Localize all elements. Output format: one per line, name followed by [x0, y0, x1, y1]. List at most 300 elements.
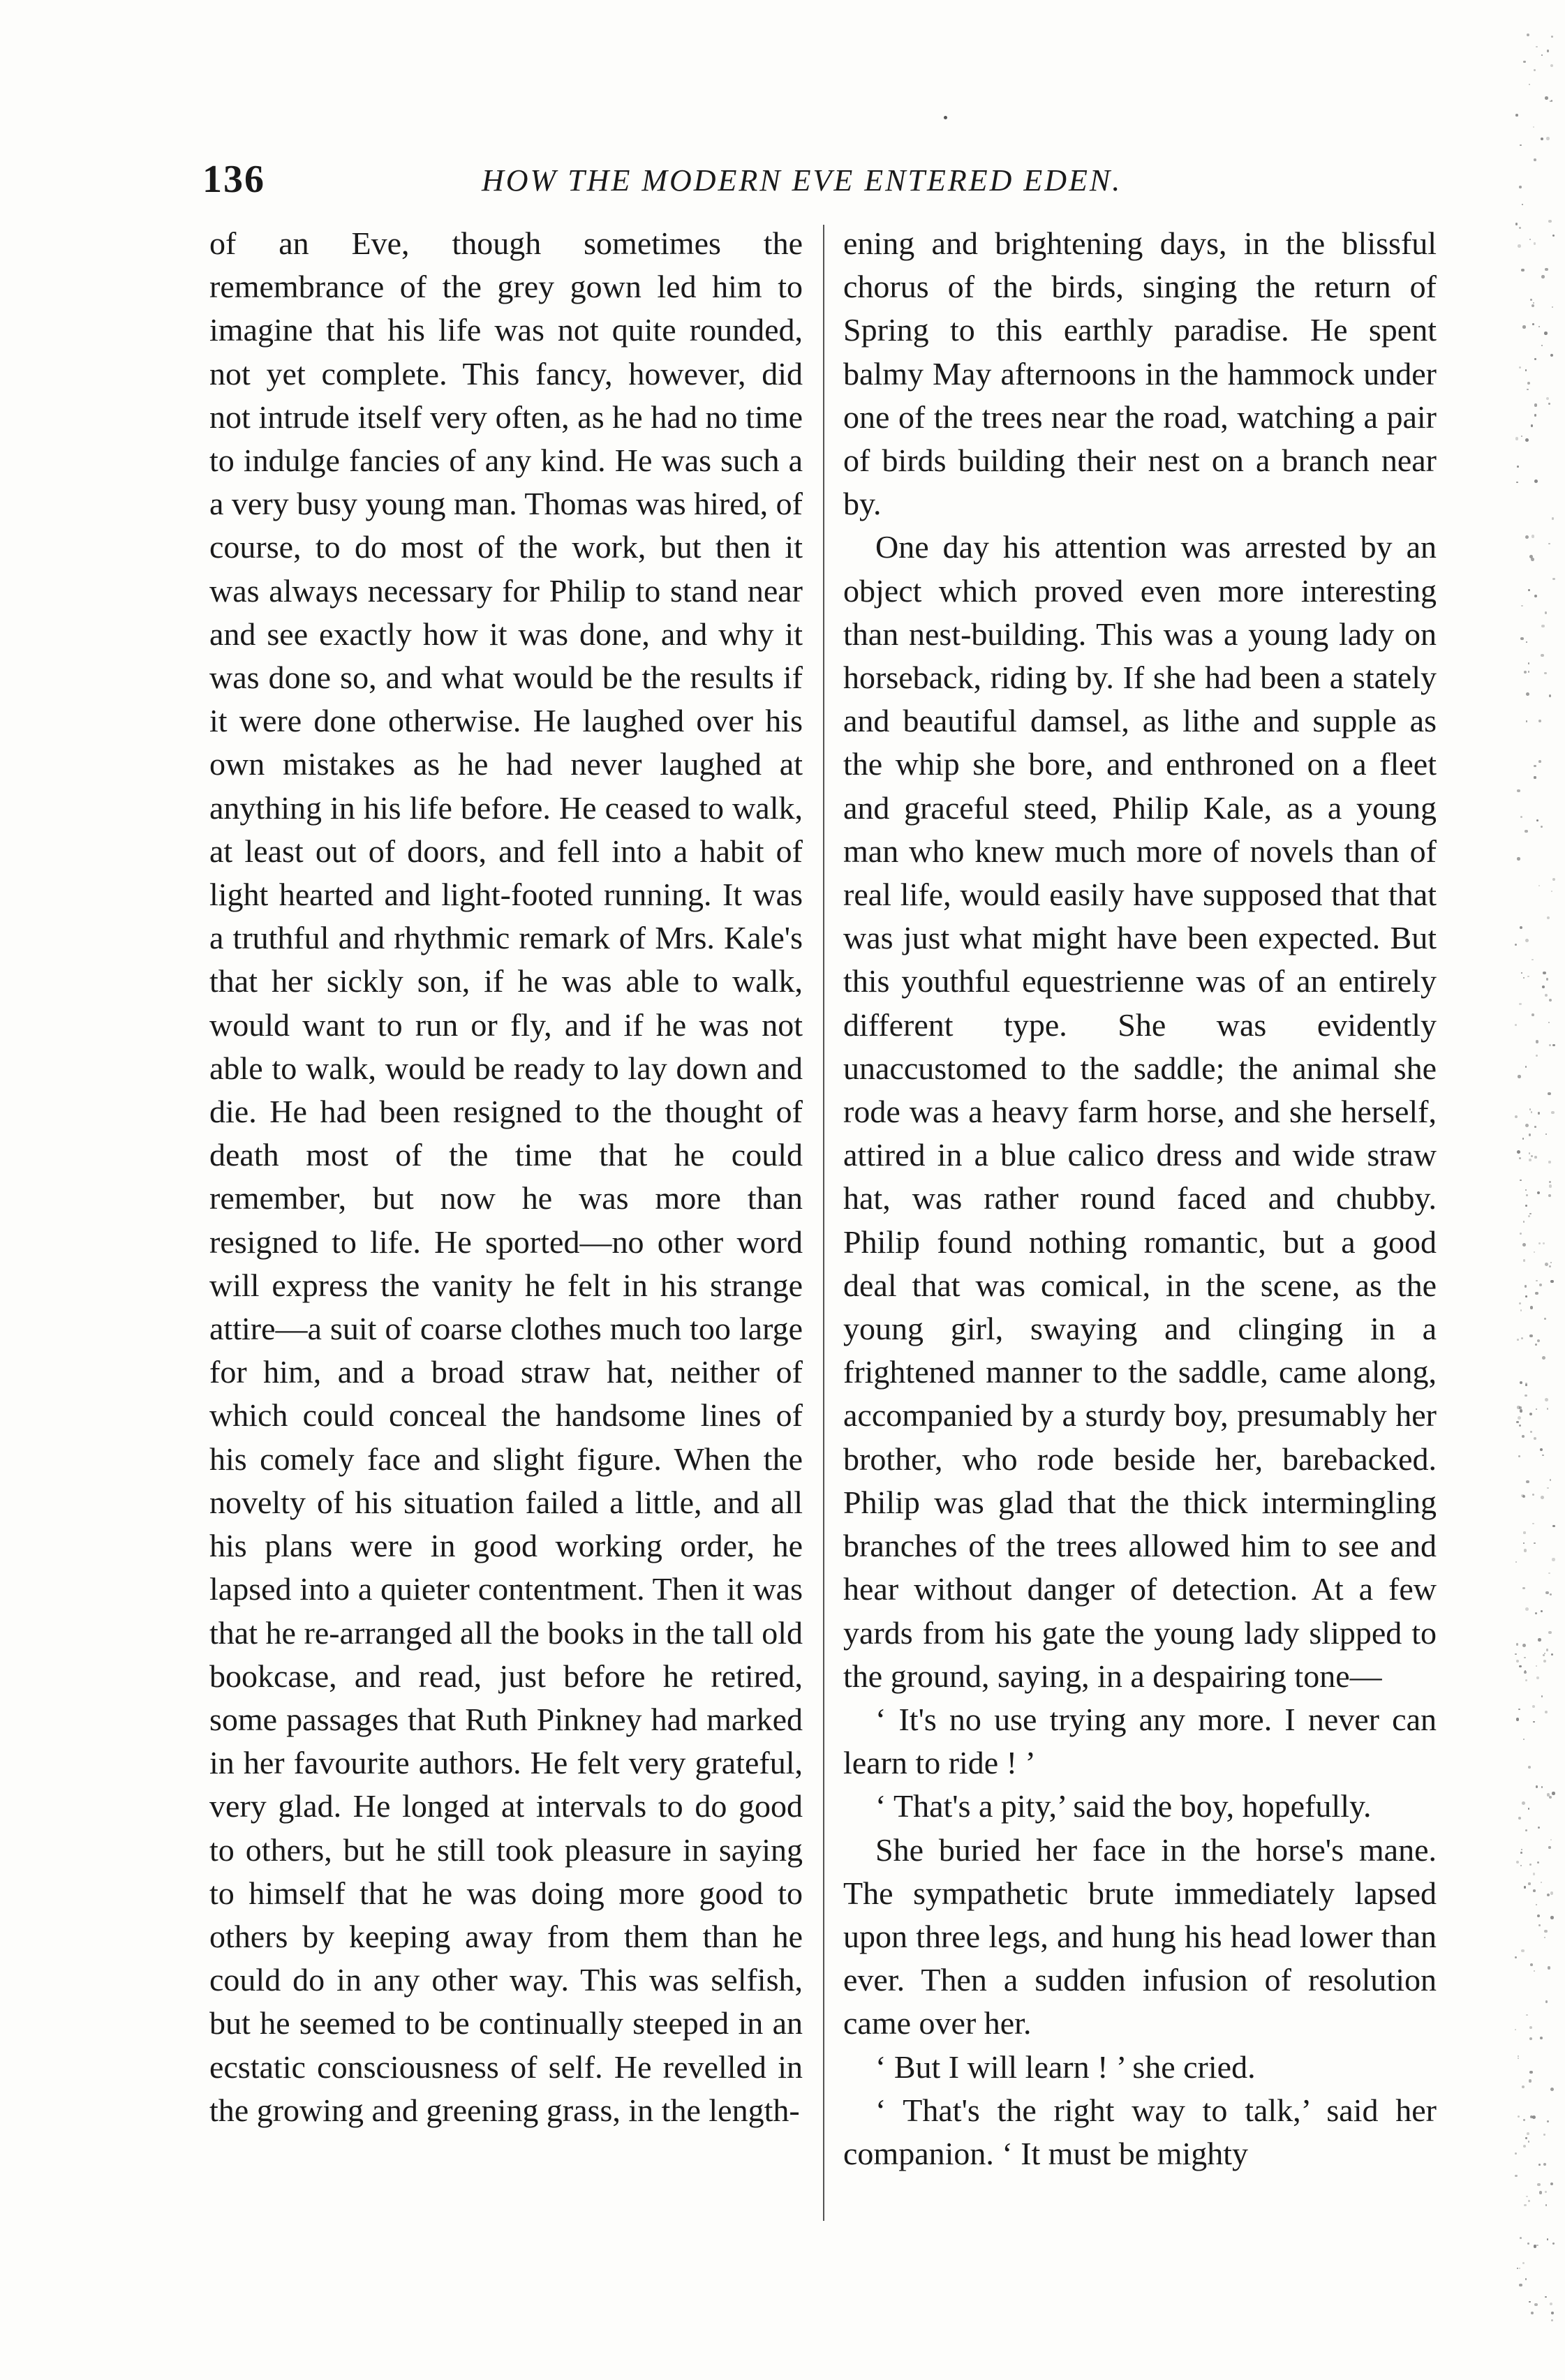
edge-speck: [1518, 1075, 1520, 1078]
paragraph: She buried her face in the horse's mane. The sympathetic brute immediately lapsed upon three legs, and hung his head lower than ever. Then a sudden infusion of resolution came over her.: [843, 1831, 1437, 2041]
edge-speck: [1530, 1306, 1533, 1309]
edge-speck: [1516, 1861, 1519, 1864]
edge-speck: [1548, 1022, 1550, 1023]
edge-speck: [1538, 326, 1540, 327]
edge-speck: [1534, 765, 1536, 767]
edge-speck: [1535, 1612, 1537, 1614]
edge-speck: [1519, 1302, 1521, 1304]
edge-speck: [1552, 878, 1555, 881]
edge-speck: [1525, 535, 1529, 539]
edge-speck: [1518, 2115, 1520, 2118]
edge-speck: [1543, 1660, 1546, 1663]
edge-speck: [1550, 1479, 1551, 1480]
edge-speck: [1545, 96, 1548, 100]
edge-speck: [1537, 1191, 1540, 1194]
edge-speck: [1523, 61, 1526, 64]
edge-speck: [1549, 999, 1552, 1002]
edge-speck: [1522, 1801, 1525, 1805]
edge-speck: [1536, 1055, 1538, 1057]
edge-speck: [1525, 939, 1529, 942]
edge-speck: [1541, 137, 1543, 140]
edge-speck: [1526, 720, 1527, 722]
edge-speck: [1523, 1531, 1525, 1533]
edge-speck: [1532, 1494, 1535, 1496]
edge-speck: [1517, 1339, 1519, 1341]
edge-speck: [1522, 1435, 1525, 1438]
edge-speck: [1549, 694, 1551, 697]
edge-speck: [1521, 1337, 1523, 1339]
edge-speck: [1529, 1413, 1532, 1415]
edge-speck: [1521, 1494, 1524, 1497]
edge-speck: [1547, 2238, 1548, 2240]
edge-speck: [1549, 1044, 1551, 1046]
edge-speck: [1525, 1384, 1527, 1386]
paragraph: One day his attention was arrested by an object which proved even more interesting than nest-building. This was a young lady on horseback, riding by. If she had been a stately and beautiful damsel, as lithe and supple as the whip she bore, and enthroned on a fleet and graceful steed, Philip Kale, as a young man who knew much more of novels than of real life, would easily have supposed that that was just what might have been expected. But this youthful equestrienne was of an entirely different type. She was evidently unaccustomed to the saddle; the animal she rode was a heavy farm horse, and she herself, attired in a blue calico dress and wide straw hat, was rather round faced and chubby. Philip found nothing romantic, but a good deal that was comical, in the scene, as the young girl, swaying and clinging in a frightened manner to the saddle, came along, accompanied by a sturdy boy, presumably her brother, who rode beside her, barebacked. Philip was glad that the thick intermingling branches of the trees allowed him to see and hear without danger of detection. At a few yards from his gate the young lady slipped to the ground, saying, in a despairing tone—: [843, 529, 1437, 1694]
edge-speck: [1528, 1808, 1529, 1809]
edge-speck: [1548, 220, 1552, 223]
edge-speck: [1538, 2164, 1541, 2166]
edge-speck: [1545, 268, 1548, 272]
edge-speck: [1519, 1425, 1521, 1427]
edge-speck: [1536, 1408, 1537, 1410]
edge-speck: [1524, 1549, 1527, 1552]
edge-speck: [1531, 1155, 1533, 1157]
edge-speck: [1523, 2119, 1525, 2120]
edge-speck: [1534, 358, 1536, 360]
edge-speck: [1541, 625, 1544, 627]
paragraph: ‘ That's a pity,’ said the boy, hopefully.: [875, 1788, 1372, 1824]
edge-speck: [1531, 304, 1535, 308]
paragraph: ‘ But I will learn ! ’ she cried.: [875, 2048, 1256, 2085]
edge-speck: [1528, 2141, 1530, 2143]
edge-speck: [1542, 986, 1545, 988]
edge-speck: [1534, 776, 1536, 778]
edge-speck: [1519, 227, 1521, 229]
edge-speck: [1523, 1542, 1525, 1544]
ink-speck: [944, 116, 947, 119]
edge-speck: [1526, 2014, 1527, 2016]
edge-speck: [1524, 1657, 1525, 1658]
edge-speck: [1545, 1711, 1548, 1713]
edge-speck: [1536, 1665, 1537, 1667]
edge-speck: [1550, 2088, 1554, 2091]
edge-speck: [1529, 2026, 1532, 2029]
edge-speck: [1532, 1705, 1535, 1708]
edge-speck: [1525, 1124, 1529, 1127]
edge-speck: [1527, 2243, 1529, 2245]
edge-speck: [1538, 1638, 1541, 1642]
edge-speck: [1515, 1561, 1517, 1563]
edge-speck: [1524, 1886, 1527, 1889]
edge-speck: [1519, 2268, 1520, 2269]
edge-speck: [1541, 345, 1543, 346]
paragraph: ‘ It's no use trying any more. I never can learn to ride ! ’: [843, 1701, 1437, 1781]
edge-speck: [1548, 543, 1550, 545]
edge-speck: [1518, 1709, 1520, 1710]
edge-speck: [1526, 2196, 1528, 2198]
edge-speck: [1527, 2132, 1529, 2135]
edge-speck: [1552, 1792, 1555, 1794]
edge-speck: [1519, 1003, 1521, 1005]
edge-speck: [1541, 1786, 1543, 1787]
column-divider: [823, 225, 824, 2221]
edge-speck: [1529, 2071, 1533, 2074]
edge-speck: [1552, 1044, 1555, 1046]
edge-speck: [1547, 2120, 1549, 2122]
edge-speck: [1528, 589, 1530, 591]
edge-speck: [1541, 1496, 1544, 1499]
edge-speck: [1536, 1676, 1539, 1679]
edge-speck: [1552, 235, 1555, 237]
edge-speck: [1518, 1416, 1521, 1420]
edge-speck: [1522, 1644, 1526, 1647]
edge-speck: [1541, 1695, 1543, 1697]
edge-speck: [1550, 1593, 1552, 1596]
edge-speck: [1527, 976, 1529, 978]
edge-speck: [1519, 186, 1522, 188]
edge-speck: [1550, 1916, 1554, 1919]
edge-speck: [1521, 1849, 1522, 1850]
edge-speck: [1550, 1891, 1554, 1895]
edge-speck: [1517, 789, 1520, 792]
edge-speck: [1540, 1448, 1543, 1451]
edge-speck: [1549, 1265, 1551, 1267]
edge-speck: [1520, 1852, 1522, 1854]
edge-speck: [1523, 1259, 1525, 1261]
edge-speck: [1539, 1284, 1542, 1286]
edge-speck: [1531, 558, 1534, 561]
edge-speck: [1532, 323, 1534, 325]
edge-speck: [1549, 1184, 1552, 1187]
edge-speck: [1527, 382, 1530, 385]
edge-speck: [1527, 389, 1529, 391]
edge-speck: [1531, 535, 1535, 538]
edge-speck: [1520, 1309, 1522, 1311]
edge-speck: [1546, 978, 1548, 980]
edge-speck: [1547, 50, 1550, 52]
edge-speck: [1525, 1394, 1527, 1397]
edge-speck: [1551, 36, 1553, 38]
edge-speck: [1534, 479, 1538, 483]
edge-speck: [1519, 366, 1521, 369]
edge-speck: [1522, 2085, 1525, 2088]
edge-speck: [1531, 1111, 1532, 1113]
edge-speck: [1538, 885, 1540, 886]
edge-speck: [1532, 1523, 1534, 1525]
edge-speck: [1544, 672, 1546, 674]
edge-speck: [1529, 2037, 1532, 2040]
edge-speck: [1534, 2303, 1537, 2306]
edge-speck: [1520, 144, 1521, 146]
edge-speck: [1521, 605, 1522, 607]
edge-speck: [1543, 972, 1546, 975]
edge-speck: [1550, 2303, 1552, 2305]
edge-speck: [1516, 1718, 1519, 1720]
edge-speck: [1543, 2134, 1545, 2136]
edge-speck: [1517, 466, 1519, 468]
edge-speck: [1515, 2152, 1517, 2155]
edge-speck: [1545, 1398, 1548, 1401]
edge-speck: [1550, 1839, 1552, 1840]
edge-speck: [1531, 959, 1534, 961]
edge-speck: [1543, 1654, 1545, 1656]
edge-speck: [1515, 2175, 1517, 2177]
edge-speck: [1530, 1431, 1532, 1433]
edge-speck: [1540, 2037, 1543, 2039]
edge-speck: [1546, 397, 1549, 400]
edge-speck: [1534, 1126, 1536, 1128]
edge-speck: [1528, 2200, 1529, 2201]
edge-speck: [1520, 637, 1523, 640]
edge-speck: [1518, 244, 1521, 248]
page-header: [202, 155, 1452, 211]
edge-speck: [1552, 306, 1554, 308]
edge-speck: [1545, 611, 1548, 614]
edge-speck: [1543, 2163, 1546, 2166]
edge-speck: [1529, 1864, 1531, 1866]
edge-speck: [1547, 1408, 1549, 1410]
edge-speck: [1531, 2312, 1534, 2314]
edge-speck: [1529, 84, 1531, 86]
edge-speck: [1534, 69, 1536, 71]
edge-speck: [1528, 662, 1529, 664]
edge-speck: [1550, 101, 1551, 102]
edge-speck: [1530, 1963, 1533, 1966]
edge-speck: [1526, 641, 1527, 643]
edge-speck: [1545, 1591, 1548, 1594]
edge-speck: [1517, 857, 1520, 861]
edge-speck: [1536, 819, 1538, 821]
edge-speck: [1515, 1653, 1516, 1655]
edge-speck: [1534, 242, 1536, 244]
edge-speck: [1538, 1827, 1540, 1829]
edge-speck: [1538, 1242, 1541, 1244]
edge-speck: [1547, 1487, 1548, 1489]
edge-speck: [1552, 517, 1554, 519]
edge-speck: [1541, 54, 1543, 56]
edge-speck: [1516, 1421, 1519, 1424]
edge-speck: [1522, 1138, 1524, 1139]
edge-speck: [1528, 1882, 1530, 1884]
edge-speck: [1550, 1280, 1553, 1283]
edge-speck: [1537, 1861, 1539, 1864]
edge-speck: [1531, 1013, 1534, 1016]
edge-speck: [1549, 1181, 1551, 1183]
edge-speck: [1545, 994, 1548, 997]
edge-speck: [1541, 1610, 1543, 1612]
edge-speck: [1550, 2182, 1553, 2185]
edge-speck: [1529, 2079, 1531, 2082]
edge-speck: [1538, 1924, 1541, 1926]
edge-speck: [1520, 1409, 1523, 1413]
edge-speck: [1537, 1914, 1540, 1917]
edge-speck: [1524, 2204, 1526, 2206]
edge-speck: [1538, 1112, 1540, 1114]
edge-speck: [1550, 354, 1553, 357]
edge-speck: [1525, 2278, 1527, 2279]
edge-speck: [1531, 424, 1533, 426]
edge-speck: [1521, 1949, 1524, 1952]
edge-speck: [1534, 403, 1538, 407]
edge-speck: [1522, 2262, 1525, 2264]
edge-speck: [1542, 1356, 1545, 1360]
edge-speck: [1538, 720, 1542, 723]
edge-speck: [1545, 1133, 1547, 1135]
edge-speck: [1523, 977, 1525, 979]
paragraph: of an Eve, though sometimes the remembrance of the grey gown led him to imagine that his life was not quite rounded, not yet complete. This fancy, however, did not intrude itself very often, as he had no time to indulge fancies of any kind. He was such a a very busy young man. Thomas was hired, of course, to do most of the work, but then it was always necessary for Philip to stand near and see exactly how it was done, and why it was done so, and what would be the results if it were done otherwise. He laughed over his own mistakes as he had never laughed at anything in his life before. He ceased to walk, at least out of doors, and fell into a habit of light hearted and light-footed running. It was a truthful and rhythmic remark of Mrs. Kale's that her sickly son, if he was able to walk, would want to run or fly, and if he was not able to walk, would be ready to lay down and die. He had been resigned to the thought of death most of the time that he could remember, but now he was more than resigned to life. He sported—no other word will express the vanity he felt in his strange attire—a suit of coarse clothes much too large for him, and a broad straw hat, neither of which could conceal the handsome lines of his comely face and slight figure. When the novelty of his situation failed a little, and all his plans were in good working order, he lapsed into a quieter contentment. Then it was that he re-arranged all the books in the tall old bookcase, and read, just before he retired, some passages that Ruth Pinkney had marked in her favourite authors. He felt very grateful, very glad. He longed at intervals to do good to others, but he still took pleasure in saying to himself that he was doing more good to others by keeping away from them than he could do in any other way. This was selfish, but he seemed to be continually steeped in an ecstatic consciousness of self. He revelled in the growing and greening grass, in the length-: [209, 225, 803, 2128]
edge-speck: [1533, 1721, 1534, 1723]
edge-speck: [1533, 1873, 1535, 1875]
edge-speck: [1520, 1381, 1522, 1384]
edge-speck: [1547, 916, 1550, 919]
edge-speck: [1529, 1213, 1531, 1215]
edge-speck: [1515, 1956, 1517, 1958]
edge-speck: [1546, 1649, 1549, 1651]
edge-speck: [1525, 1205, 1527, 1207]
edge-speck: [1519, 1665, 1522, 1668]
left-column: [209, 222, 803, 2132]
edge-speck: [1536, 1280, 1538, 1282]
edge-speck: [1542, 1455, 1544, 1457]
edge-speck: [1536, 1785, 1538, 1787]
edge-speck: [1537, 2183, 1540, 2186]
edge-speck: [1548, 403, 1550, 405]
edge-speck: [1545, 1263, 1548, 1266]
edge-speck: [1541, 275, 1545, 278]
edge-speck: [1534, 1251, 1535, 1253]
right-column: [843, 222, 1437, 2176]
edge-speck: [1529, 1108, 1531, 1110]
paragraph: ‘ That's the right way to talk,’ said her companion. ‘ It must be mighty: [843, 2092, 1437, 2171]
edge-speck: [1526, 1194, 1528, 1196]
edge-speck: [1528, 1766, 1531, 1769]
edge-speck: [1536, 1040, 1539, 1043]
edge-speck: [1526, 692, 1529, 696]
edge-speck: [1546, 137, 1549, 140]
edge-speck: [1536, 2245, 1538, 2247]
edge-speck: [1541, 826, 1543, 828]
edge-speck: [1534, 595, 1538, 598]
edge-speck: [1515, 223, 1518, 225]
edge-speck: [1544, 1930, 1547, 1933]
edge-speck: [1534, 1156, 1537, 1159]
edge-speck: [1538, 760, 1541, 763]
edge-speck: [1528, 671, 1529, 672]
edge-speck: [1527, 34, 1529, 36]
edge-speck: [1548, 1631, 1551, 1634]
edge-speck: [1534, 158, 1536, 161]
edge-speck: [1534, 1437, 1536, 1440]
edge-speck: [1545, 2000, 1548, 2002]
edge-speck: [1521, 972, 1522, 974]
edge-speck: [1551, 2312, 1554, 2314]
edge-speck: [1525, 1679, 1527, 1681]
edge-speck: [1552, 1525, 1555, 1527]
edge-speck: [1520, 816, 1522, 818]
edge-speck: [1523, 1221, 1525, 1223]
edge-speck: [1541, 1882, 1543, 1884]
edge-speck: [1521, 269, 1524, 272]
edge-speck: [1525, 1829, 1527, 1831]
edge-speck: [1520, 2237, 1522, 2239]
edge-speck: [1525, 1607, 1529, 1611]
edge-speck: [1551, 891, 1552, 892]
edge-speck: [1535, 1292, 1538, 1295]
running-head: HOW THE MODERN EVE ENTERED EDEN.: [482, 163, 1122, 198]
edge-speck: [1544, 332, 1548, 335]
edge-speck: [1522, 325, 1525, 328]
edge-speck: [1515, 114, 1518, 117]
edge-speck: [1525, 2137, 1527, 2139]
edge-speck: [1520, 1233, 1522, 1235]
edge-speck: [1525, 1295, 1527, 1297]
edge-speck: [1529, 239, 1531, 240]
edge-speck: [1518, 1817, 1521, 1820]
edge-speck: [1515, 1024, 1517, 1026]
edge-speck: [1516, 482, 1518, 484]
edge-speck: [1533, 126, 1534, 128]
edge-speck: [1523, 2145, 1526, 2148]
edge-speck: [1539, 2191, 1542, 2194]
edge-speck: [1545, 2296, 1546, 2298]
edge-speck: [1529, 2301, 1530, 2303]
edge-speck: [1518, 2055, 1519, 2057]
edge-speck: [1519, 1157, 1521, 1159]
edge-speck: [1550, 64, 1553, 67]
paragraph: ening and brightening days, in the blissful chorus of the birds, singing the return of Spring to this earthly paradise. He spent balmy May afternoons in the hammock under one of the trees near the road, watching a pair of birds building their nest on a branch near by.: [843, 225, 1437, 522]
edge-speck: [1515, 2029, 1516, 2030]
edge-speck: [1515, 1115, 1518, 1118]
edge-speck: [1534, 1970, 1535, 1972]
edge-speck: [1529, 1159, 1531, 1161]
edge-speck: [1552, 1558, 1555, 1561]
edge-speck: [1536, 46, 1538, 48]
edge-speck: [1530, 299, 1532, 301]
scanned-page-edge: [1515, 28, 1557, 2359]
edge-speck: [1548, 1572, 1550, 1575]
edge-speck: [1525, 438, 1529, 442]
edge-speck: [1515, 437, 1518, 440]
edge-speck: [1544, 1937, 1546, 1939]
edge-speck: [1517, 2268, 1518, 2269]
edge-speck: [1548, 1966, 1550, 1969]
edge-speck: [1533, 1889, 1536, 1892]
edge-speck: [1522, 204, 1523, 205]
edge-speck: [1534, 414, 1536, 416]
edge-speck: [1525, 369, 1527, 371]
edge-speck: [1520, 926, 1522, 929]
edge-speck: [1521, 436, 1522, 437]
edge-speck: [1548, 1194, 1551, 1197]
edge-speck: [1548, 1161, 1550, 1163]
edge-speck: [1517, 1150, 1520, 1154]
edge-speck: [1518, 1455, 1520, 1457]
edge-speck: [1551, 1653, 1553, 1656]
edge-speck: [1525, 830, 1528, 833]
edge-speck: [1548, 1092, 1551, 1096]
edge-speck: [1522, 1587, 1525, 1590]
edge-speck: [1550, 1262, 1552, 1263]
edge-speck: [1536, 1904, 1537, 1905]
edge-speck: [1534, 1542, 1536, 1545]
edge-speck: [1549, 1796, 1552, 1799]
edge-speck: [1537, 1339, 1540, 1342]
edge-speck: [1522, 1243, 1526, 1247]
edge-speck: [1515, 944, 1517, 946]
edge-speck: [1545, 2204, 1547, 2206]
edge-speck: [1528, 1215, 1530, 1217]
edge-speck: [1523, 1739, 1525, 1740]
